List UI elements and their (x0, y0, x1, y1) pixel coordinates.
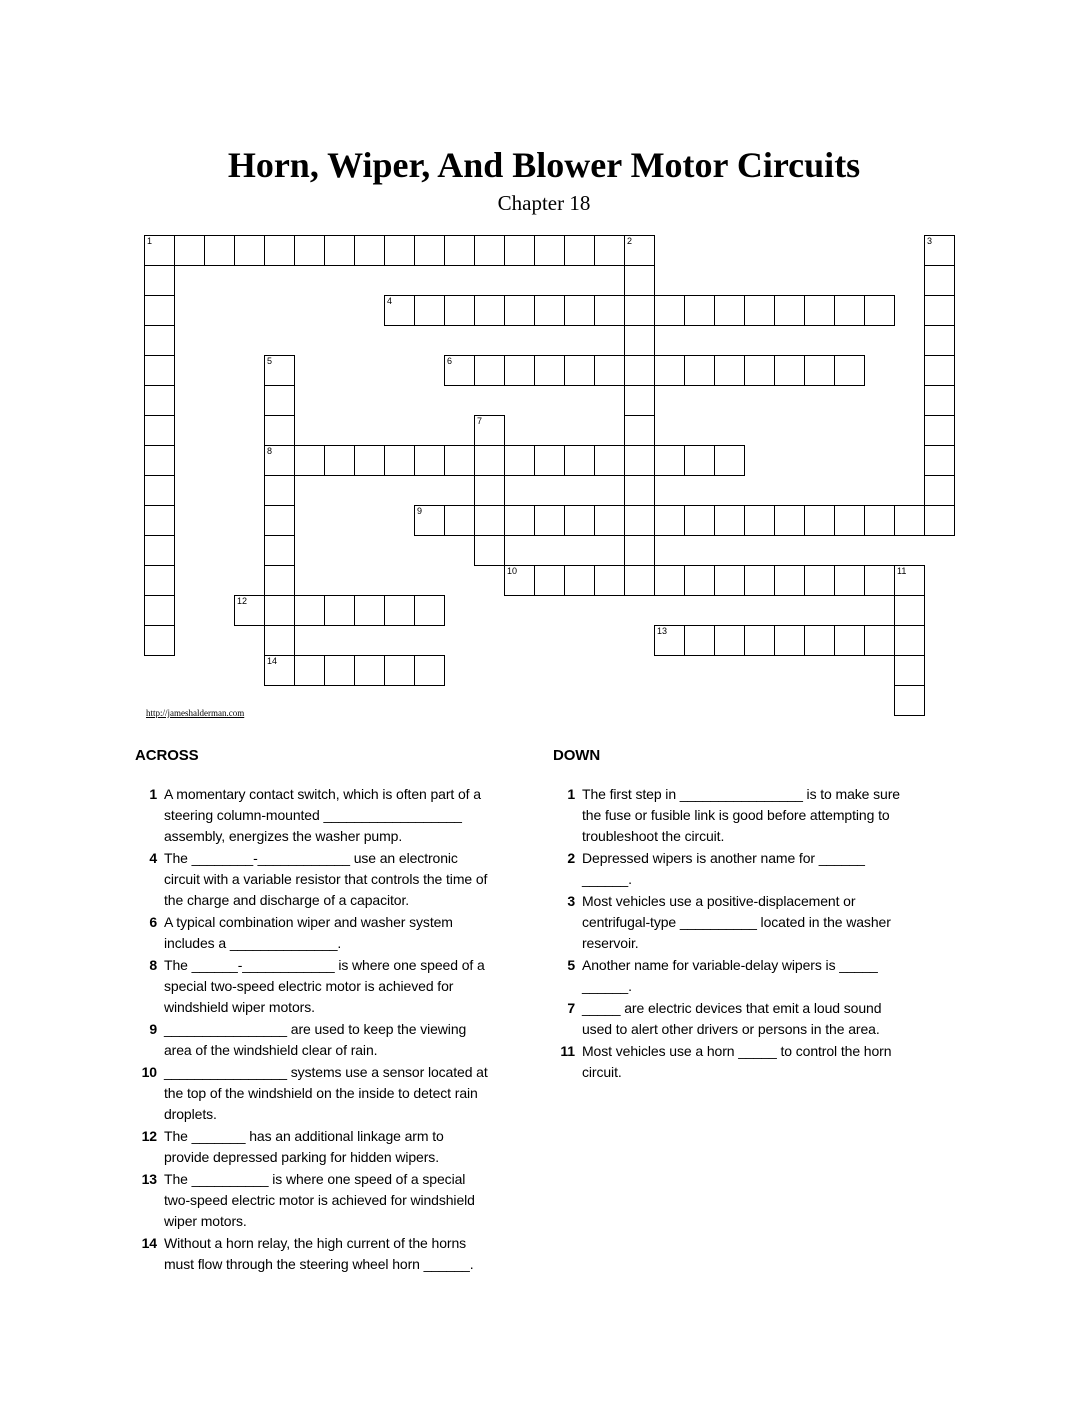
grid-cell (894, 655, 925, 686)
page-subtitle: Chapter 18 (497, 191, 591, 215)
clue-number: 2 (567, 850, 575, 866)
grid-cell (774, 505, 805, 536)
grid-cell (384, 295, 415, 326)
grid-cell (924, 385, 955, 416)
grid-cell (624, 355, 655, 386)
grid-cell (744, 625, 775, 656)
grid-cell (924, 505, 955, 536)
grid-cell (594, 505, 625, 536)
grid-cell (684, 295, 715, 326)
grid-cell (144, 535, 175, 566)
crossword-grid (144, 235, 956, 717)
grid-cell (504, 505, 535, 536)
clue-item (135, 1019, 489, 1061)
grid-cell (174, 235, 205, 266)
cell-number: 13 (657, 626, 668, 636)
grid-cell (264, 655, 295, 686)
grid-cell (924, 235, 955, 266)
clue-number: 8 (149, 957, 157, 973)
grid-cell (144, 385, 175, 416)
clue-text: Depressed wipers is another name for ______ ______. (582, 850, 865, 887)
grid-cell (384, 445, 415, 476)
cell-number: 7 (477, 416, 483, 426)
grid-cell (534, 235, 565, 266)
grid-cell (654, 625, 685, 656)
across-header: ACROSS (135, 747, 199, 764)
grid-cell (474, 475, 505, 506)
clue-item (135, 1062, 489, 1125)
grid-cell (354, 595, 385, 626)
grid-cell (714, 505, 745, 536)
cell-number: 3 (927, 236, 933, 246)
clue-text: Another name for variable-delay wipers is _____ ______. (582, 957, 878, 994)
cell-number: 8 (267, 446, 273, 456)
grid-cell (144, 355, 175, 386)
grid-cell (324, 445, 355, 476)
grid-cell (414, 505, 445, 536)
grid-cell (234, 235, 265, 266)
grid-cell (294, 595, 325, 626)
down-clue-list (553, 784, 907, 1083)
grid-cell (804, 505, 835, 536)
grid-cell (684, 355, 715, 386)
clue-text: The ________-____________ use an electronic circuit with a variable resistor that controls the time of the charge and discharge of a capacitor. (164, 850, 488, 908)
grid-cell (144, 475, 175, 506)
grid-cell (534, 445, 565, 476)
clue-text: Most vehicles use a positive-displacement or centrifugal-type __________ located in the washer reservoir. (582, 893, 891, 951)
grid-cell (834, 625, 865, 656)
grid-cell (684, 505, 715, 536)
grid-cell (144, 265, 175, 296)
grid-cell (144, 415, 175, 446)
clue-text: Most vehicles use a horn _____ to control the horn circuit. (582, 1043, 892, 1080)
grid-cell (684, 445, 715, 476)
grid-cell (624, 295, 655, 326)
grid-cell (714, 565, 745, 596)
grid-cell (264, 355, 295, 386)
grid-cell (774, 625, 805, 656)
clue-item (135, 955, 489, 1018)
grid-cell (534, 355, 565, 386)
grid-cell (384, 235, 415, 266)
clue-text: The ______-____________ is where one speed of a special two-speed electric motor is achieved for windshield wiper motors. (164, 957, 485, 1015)
down-header: DOWN (553, 747, 601, 764)
grid-cell (594, 565, 625, 596)
grid-cell (564, 565, 595, 596)
clue-number: 5 (567, 957, 575, 973)
grid-cell (474, 535, 505, 566)
grid-cell (924, 265, 955, 296)
grid-cell (504, 295, 535, 326)
cell-number: 6 (447, 356, 453, 366)
grid-cell (264, 535, 295, 566)
grid-cell (864, 625, 895, 656)
grid-cell (144, 505, 175, 536)
grid-cell (654, 445, 685, 476)
clue-number: 4 (149, 850, 157, 866)
grid-cell (894, 565, 925, 596)
grid-cell (414, 595, 445, 626)
grid-cell (834, 565, 865, 596)
grid-cell (534, 505, 565, 536)
grid-cell (924, 445, 955, 476)
grid-cell (804, 565, 835, 596)
grid-cell (834, 505, 865, 536)
grid-cell (144, 595, 175, 626)
grid-cell (924, 325, 955, 356)
clue-item (135, 1126, 489, 1168)
grid-cell (594, 295, 625, 326)
grid-cell (264, 445, 295, 476)
grid-cell (654, 505, 685, 536)
grid-cell (834, 355, 865, 386)
grid-cell (894, 625, 925, 656)
clue-item (553, 1041, 907, 1083)
clue-item (135, 848, 489, 911)
grid-cell (444, 505, 475, 536)
grid-cell (624, 475, 655, 506)
clue-number: 9 (149, 1021, 157, 1037)
clue-number: 1 (567, 786, 575, 802)
clue-text: A typical combination wiper and washer system includes a ______________. (164, 914, 453, 951)
clue-item (135, 784, 489, 847)
grid-cell (414, 445, 445, 476)
clue-number: 12 (141, 1128, 157, 1144)
grid-cell (474, 295, 505, 326)
clue-text: A momentary contact switch, which is often part of a steering column-mounted __________________ assembly, energizes the washer pump. (164, 786, 481, 844)
clue-number: 6 (149, 914, 157, 930)
grid-cell (234, 595, 265, 626)
grid-cell (474, 355, 505, 386)
grid-cell (744, 505, 775, 536)
grid-cell (804, 625, 835, 656)
cell-number: 10 (507, 566, 518, 576)
grid-cell (684, 565, 715, 596)
cell-number: 5 (267, 356, 273, 366)
clue-text: The __________ is where one speed of a special two-speed electric motor is achieved for windshield wiper motors. (164, 1171, 475, 1229)
clue-number: 11 (560, 1043, 575, 1059)
grid-cell (894, 685, 925, 716)
grid-cell (744, 295, 775, 326)
grid-cell (324, 235, 355, 266)
grid-cell (354, 445, 385, 476)
grid-cell (714, 445, 745, 476)
grid-cell (654, 565, 685, 596)
across-section (135, 745, 489, 1276)
grid-cell (714, 295, 745, 326)
grid-cell (294, 445, 325, 476)
clue-item (135, 1233, 489, 1275)
clue-item (135, 1169, 489, 1232)
grid-cell (324, 595, 355, 626)
grid-cell (264, 595, 295, 626)
grid-cell (144, 295, 175, 326)
grid-cell (924, 295, 955, 326)
grid-cell (534, 565, 565, 596)
grid-cell (294, 235, 325, 266)
grid-cell (264, 415, 295, 446)
grid-cell (474, 415, 505, 446)
clue-text: The _______ has an additional linkage arm to provide depressed parking for hidden wipers. (164, 1128, 444, 1165)
grid-cell (504, 565, 535, 596)
grid-cell (924, 475, 955, 506)
grid-cell (144, 325, 175, 356)
grid-cell (564, 295, 595, 326)
grid-cell (924, 415, 955, 446)
across-clue-list (135, 784, 489, 1275)
clue-number: 7 (567, 1000, 575, 1016)
grid-cell (354, 655, 385, 686)
grid-cell (564, 355, 595, 386)
grid-cell (714, 355, 745, 386)
cell-number: 14 (267, 656, 278, 666)
grid-cell (444, 355, 475, 386)
grid-cell (204, 235, 235, 266)
grid-cell (264, 385, 295, 416)
clue-item (553, 891, 907, 954)
grid-cell (564, 235, 595, 266)
clue-number: 10 (141, 1064, 157, 1080)
grid-cell (774, 295, 805, 326)
grid-cell (624, 235, 655, 266)
clue-item (553, 955, 907, 997)
grid-cell (894, 505, 925, 536)
grid-cell (864, 505, 895, 536)
cell-number: 12 (237, 596, 248, 606)
grid-cell (294, 655, 325, 686)
grid-cell (804, 355, 835, 386)
grid-cell (534, 295, 565, 326)
clue-item (553, 998, 907, 1040)
grid-cell (774, 355, 805, 386)
grid-cell (594, 445, 625, 476)
grid-cell (384, 655, 415, 686)
grid-cell (324, 655, 355, 686)
grid-cell (474, 235, 505, 266)
grid-cell (894, 595, 925, 626)
clue-number: 14 (141, 1235, 157, 1251)
clue-number: 3 (567, 893, 575, 909)
clue-number: 13 (141, 1171, 157, 1187)
grid-cell (744, 355, 775, 386)
grid-cell (474, 505, 505, 536)
grid-cell (594, 235, 625, 266)
clue-text: Without a horn relay, the high current of the horns must flow through the steering wheel horn ______. (164, 1235, 474, 1272)
down-section (553, 745, 907, 1084)
grid-cell (264, 235, 295, 266)
clue-text: The first step in ________________ is to make sure the fuse or fusible link is good before attempting to troubleshoot the circuit. (582, 786, 900, 844)
grid-cell (864, 565, 895, 596)
grid-cell (144, 445, 175, 476)
grid-cell (624, 265, 655, 296)
grid-cell (384, 595, 415, 626)
grid-cell (264, 625, 295, 656)
grid-cell (144, 565, 175, 596)
grid-cell (624, 565, 655, 596)
grid-cell (654, 295, 685, 326)
grid-cell (414, 235, 445, 266)
grid-cell (564, 445, 595, 476)
cell-number: 1 (147, 236, 153, 246)
grid-cell (444, 235, 475, 266)
grid-cell (264, 565, 295, 596)
grid-cell (654, 355, 685, 386)
source-link[interactable]: http://jameshalderman.com (146, 708, 245, 718)
grid-cell (504, 235, 535, 266)
grid-cell (354, 235, 385, 266)
grid-cell (264, 505, 295, 536)
grid-cell (804, 295, 835, 326)
cell-number: 2 (627, 236, 633, 246)
cell-number: 9 (417, 506, 423, 516)
grid-cell (624, 385, 655, 416)
grid-cell (144, 625, 175, 656)
grid-cell (774, 565, 805, 596)
grid-cell (744, 565, 775, 596)
clue-text: _____ are electric devices that emit a loud sound used to alert other drivers or persons in the area. (582, 1000, 882, 1037)
grid-cell (714, 625, 745, 656)
grid-cell (834, 295, 865, 326)
clue-number: 1 (149, 786, 157, 802)
page-title: Horn, Wiper, And Blower Motor Circuits (227, 145, 861, 185)
grid-cell (264, 475, 295, 506)
grid-cell (624, 535, 655, 566)
grid-cell (414, 295, 445, 326)
grid-cell (624, 325, 655, 356)
clue-item (135, 912, 489, 954)
grid-cell (864, 295, 895, 326)
grid-cell (504, 445, 535, 476)
grid-cell (444, 295, 475, 326)
grid-cell (474, 445, 505, 476)
grid-cell (594, 355, 625, 386)
grid-cell (444, 445, 475, 476)
cell-number: 11 (897, 566, 907, 576)
grid-cell (624, 505, 655, 536)
grid-cell (504, 355, 535, 386)
grid-cell (924, 355, 955, 386)
clue-text: ________________ are used to keep the viewing area of the windshield clear of rain. (164, 1021, 467, 1058)
cell-number: 4 (387, 296, 393, 306)
grid-cell (624, 445, 655, 476)
grid-cell (414, 655, 445, 686)
clue-item (553, 848, 907, 890)
clue-item (553, 784, 907, 847)
grid-cell (144, 235, 175, 266)
clue-text: ________________ systems use a sensor located at the top of the windshield on the inside to detect rain droplets. (164, 1064, 488, 1122)
grid-cell (564, 505, 595, 536)
grid-cell (624, 415, 655, 446)
grid-cell (684, 625, 715, 656)
